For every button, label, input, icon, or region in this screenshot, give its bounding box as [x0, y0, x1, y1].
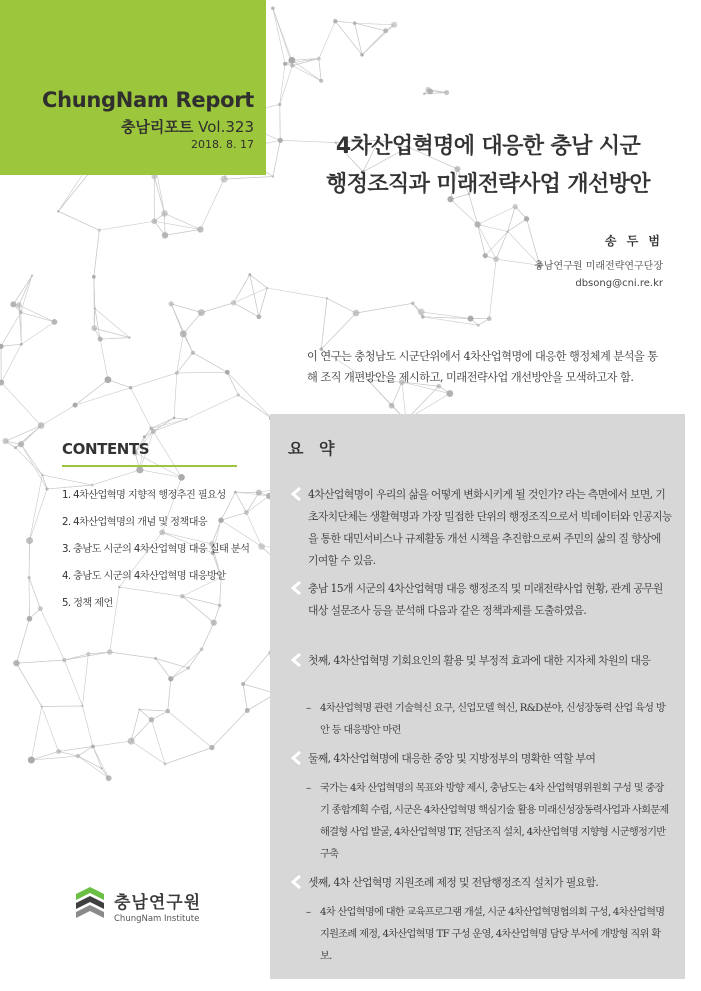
contents-section	[62, 440, 262, 622]
volume-number: Vol.323	[198, 118, 254, 136]
abstract: 이 연구는 충청남도 시군단위에서 4차산업혁명에 대응한 행정체계 분석을 통해 조직 개편방안을 제시하고, 미래전략사업 개선방안을 모색하고자 함.	[307, 350, 658, 384]
contents-item[interactable]: 2. 4차산업혁명의 개념 및 정책대응	[62, 517, 208, 528]
summary-point-text: 충남 15개 시군의 4차산업혁명 대응 행정조직 및 미래전략사업 현황, 관계 공무원 대상 설문조사 등을 분석해 다음과 같은 정책과제를 도출하였음.	[308, 582, 663, 617]
summary-subpoint-text: 4차산업혁명 관련 기술혁신 요구, 신업모델 혁신, R&D분야, 신성장동력 산업 육성 방안 등 대응방안 마련	[320, 703, 665, 736]
series-volume	[121, 116, 254, 137]
publish-date: 2018. 8. 17	[191, 138, 254, 151]
author-email[interactable]: dbsong@cni.re.kr	[575, 278, 663, 289]
summary-point-text: 둘째, 4차산업혁명에 대응한 중앙 및 지방정부의 명확한 역할 부여	[308, 752, 596, 765]
contents-item[interactable]: 3. 충남도 시군의 4차산업혁명 대응 실태 분석	[62, 544, 250, 555]
author-affiliation: 충남연구원 미래전략연구단장	[534, 261, 663, 272]
series-korean-name: 충남리포트	[120, 118, 194, 136]
summary-point	[288, 872, 672, 894]
report-title	[298, 128, 678, 204]
institute-name-korean: 충남연구원	[114, 893, 202, 913]
summary-point-text: 4차산업혁명이 우리의 삶을 어떻게 변화시키게 될 것인가? 라는 측면에서 보면, 기초자치단체는 생활혁명과 가장 밀접한 단위의 행정조직으로서 빅데이터와 인공지능을 통한 대민서비스나 규제활동 개선 시책을 추진함으로써 주민의 삶의 질 향상에 기여할 수 있음.	[308, 488, 672, 567]
chevron-left-icon	[290, 875, 302, 889]
contents-heading: CONTENTS	[62, 440, 237, 467]
chevron-left-icon	[290, 487, 302, 501]
summary-point	[288, 748, 672, 770]
summary-subpoint	[306, 902, 672, 968]
contents-item[interactable]: 5. 정책 제언	[62, 598, 113, 609]
contents-item[interactable]: 4. 충남도 시군의 4차산업혁명 대응방안	[62, 571, 226, 582]
chevron-left-icon	[290, 653, 302, 667]
title-line-1: 4차산업혁명에 대응한 충남 시군	[335, 134, 641, 159]
dash-marker: –	[306, 703, 311, 714]
institute-emblem-icon	[74, 886, 108, 926]
summary-point-text: 첫째, 4차산업혁명 기회요인의 활용 및 부정적 효과에 대한 지자체 차원의 대응	[308, 654, 651, 667]
summary-point-text: 셋째, 4차 산업혁명 지원조례 제정 및 전담행정조직 설치가 필요함.	[308, 876, 599, 889]
summary-subpoint	[306, 778, 672, 866]
author-name: 송 두 범	[604, 234, 663, 248]
summary-subpoint-text: 4차 산업혁명에 대한 교육프로그램 개설, 시군 4차산업혁명협의회 구성, 4차산업혁명 지원조례 제정, 4차산업혁명 TF 구성 운영, 4차산업혁명 담당 부서에 개방형 직위 확보.	[320, 907, 665, 962]
institute-logo	[74, 884, 224, 934]
summary-subpoint	[306, 698, 672, 742]
chevron-left-icon	[290, 581, 302, 595]
dash-marker: –	[306, 907, 311, 918]
summary-point	[288, 578, 672, 622]
summary-subpoint-text: 국가는 4차 산업혁명의 목표와 방향 제시, 충남도는 4차 산업혁명위원회 구성 및 중장기 종합계획 수립, 시군은 4차산업혁명 핵심기술 활용 미래신성장동력사업과 사회문제 해결형 사업 발굴, 4차산업혁명 TF, 전담조직 설치, 4차산업혁명 지향형 시군행정기반 구축	[320, 783, 669, 860]
author-block	[534, 232, 663, 289]
summary-point	[288, 484, 672, 572]
summary-title: 요 약	[288, 439, 340, 458]
summary-point	[288, 650, 672, 672]
title-line-2: 행정조직과 미래전략사업 개선방안	[326, 172, 650, 197]
summary-box	[270, 414, 685, 979]
chevron-left-icon	[290, 751, 302, 765]
series-name: ChungNam Report	[41, 88, 254, 112]
contents-item[interactable]: 1. 4차산업혁명 지향적 행정추진 필요성	[62, 490, 226, 501]
report-header-box	[0, 0, 266, 175]
dash-marker: –	[306, 783, 311, 794]
institute-name-english: ChungNam Institute	[114, 914, 200, 924]
contents-list	[62, 487, 262, 613]
